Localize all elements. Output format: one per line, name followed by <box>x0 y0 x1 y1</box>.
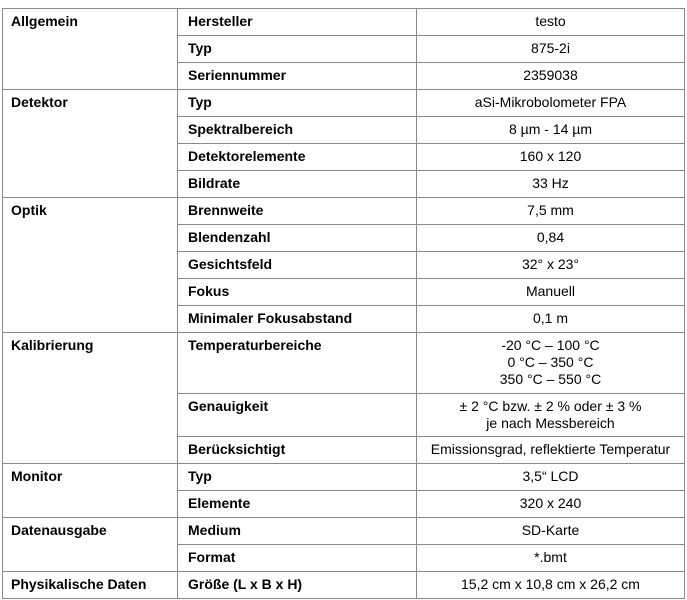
value-cell <box>417 306 685 333</box>
value-text: 32° x 23° <box>521 256 580 272</box>
property-label: Detektorelemente <box>178 144 417 171</box>
value-cell <box>417 9 685 36</box>
value-cell <box>417 464 685 491</box>
value-cell <box>417 198 685 225</box>
table-row <box>3 572 685 599</box>
property-label: Minimaler Fokusabstand <box>178 306 417 333</box>
property-label: Größe (L x B x H) <box>178 572 417 599</box>
property-label: Typ <box>178 90 417 117</box>
group-label: Datenausgabe <box>3 518 178 572</box>
spec-table <box>2 8 685 599</box>
property-label: Brennweite <box>178 198 417 225</box>
property-label: Typ <box>178 36 417 63</box>
value-cell <box>417 63 685 90</box>
value-cell <box>417 144 685 171</box>
table-row <box>3 9 685 36</box>
table-row <box>3 198 685 225</box>
group-label: Monitor <box>3 464 178 518</box>
property-label: Berücksichtigt <box>178 437 417 464</box>
value-text: je nach Messbereich <box>486 415 615 431</box>
value-cell <box>417 491 685 518</box>
value-cell <box>417 252 685 279</box>
property-label: Hersteller <box>178 9 417 36</box>
value-text: ± 2 °C bzw. ± 2 % oder ± 3 % <box>459 398 642 414</box>
property-label: Spektralbereich <box>178 117 417 144</box>
value-text: 0,84 <box>536 229 565 245</box>
property-label: Fokus <box>178 279 417 306</box>
value-cell <box>417 333 685 394</box>
value-cell <box>417 394 685 437</box>
value-text: 320 x 240 <box>519 495 582 511</box>
property-label: Temperaturbereiche <box>178 333 417 394</box>
property-label: Genauigkeit <box>178 394 417 437</box>
property-label: Gesichtsfeld <box>178 252 417 279</box>
property-label: Medium <box>178 518 417 545</box>
value-text: 8 µm - 14 µm <box>508 121 593 137</box>
value-cell <box>417 572 685 599</box>
property-label: Bildrate <box>178 171 417 198</box>
group-label: Allgemein <box>3 9 178 90</box>
group-label: Physikalische Daten <box>3 572 178 599</box>
value-text: 0 °C – 350 °C <box>507 354 594 370</box>
value-text: 2359038 <box>523 67 578 83</box>
property-label: Format <box>178 545 417 572</box>
value-text: 350 °C – 550 °C <box>499 371 602 387</box>
group-label: Detektor <box>3 90 178 198</box>
value-cell <box>417 171 685 198</box>
value-text: 7,5 mm <box>527 202 574 218</box>
value-text: 875-2i <box>531 40 570 56</box>
property-label: Seriennummer <box>178 63 417 90</box>
value-cell <box>417 225 685 252</box>
value-cell <box>417 36 685 63</box>
value-text: 33 Hz <box>532 175 569 191</box>
value-cell <box>417 437 685 464</box>
group-label: Kalibrierung <box>3 333 178 464</box>
value-text: 160 x 120 <box>519 148 582 164</box>
value-text: testo <box>535 13 566 29</box>
value-text: SD-Karte <box>521 522 580 538</box>
value-text: -20 °C – 100 °C <box>501 337 600 353</box>
value-cell <box>417 518 685 545</box>
table-row <box>3 333 685 394</box>
value-text: Manuell <box>525 283 576 299</box>
value-text: 0,1 m <box>532 310 568 326</box>
group-label: Optik <box>3 198 178 333</box>
value-text: 15,2 cm x 10,8 cm x 26,2 cm <box>461 576 640 592</box>
value-cell <box>417 279 685 306</box>
value-text: aSi-Mikrobolometer FPA <box>474 94 627 110</box>
value-cell <box>417 90 685 117</box>
value-text: *.bmt <box>534 549 567 565</box>
value-text: 3,5“ LCD <box>522 468 579 484</box>
value-text: Emissionsgrad, reflektierte Temperatur <box>430 441 671 457</box>
value-cell <box>417 545 685 572</box>
table-row <box>3 518 685 545</box>
table-row <box>3 464 685 491</box>
property-label: Blendenzahl <box>178 225 417 252</box>
value-cell <box>417 117 685 144</box>
property-label: Typ <box>178 464 417 491</box>
table-row <box>3 90 685 117</box>
property-label: Elemente <box>178 491 417 518</box>
